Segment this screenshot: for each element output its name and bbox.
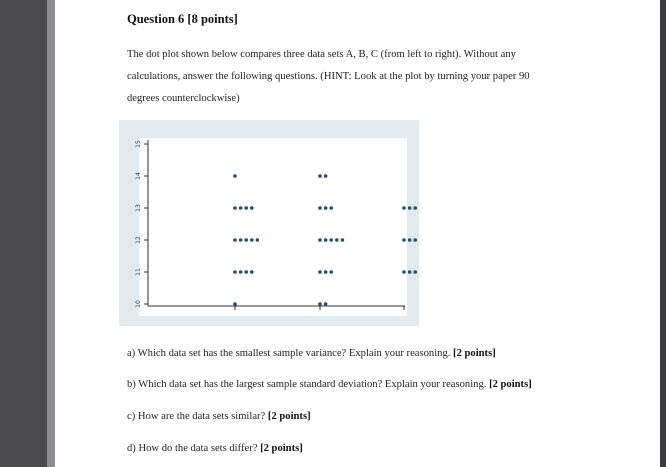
data-point xyxy=(413,270,417,274)
data-point xyxy=(239,270,243,274)
data-point xyxy=(324,270,328,274)
data-point xyxy=(233,302,237,306)
intro-line: The dot plot shown below compares three data sets A, B, C (from left to right). Without any xyxy=(127,49,516,60)
question-intro xyxy=(127,44,597,110)
dot-plot xyxy=(119,120,419,326)
data-point xyxy=(402,270,406,274)
data-point xyxy=(335,238,339,242)
subquestion-points: [2 points] xyxy=(260,443,303,454)
data-point xyxy=(329,238,333,242)
document-page xyxy=(55,0,660,467)
data-point xyxy=(233,174,237,178)
data-point xyxy=(324,206,328,210)
background-light-stripe xyxy=(47,0,55,467)
data-point xyxy=(413,206,417,210)
data-point xyxy=(250,206,254,210)
y-tick-label: 10 xyxy=(135,300,142,308)
subquestion-points: [2 points] xyxy=(267,411,311,422)
background-dark-stripe xyxy=(0,0,47,467)
data-point xyxy=(329,206,333,210)
data-point xyxy=(244,206,248,210)
data-point xyxy=(318,174,322,178)
data-point xyxy=(413,238,417,242)
background-right-edge xyxy=(660,0,666,467)
data-point xyxy=(408,238,412,242)
intro-line: degrees counterclockwise) xyxy=(127,93,240,104)
data-point xyxy=(233,270,237,274)
subquestion-text: a) Which data set has the smallest sample variance? Explain your reasoning. xyxy=(127,348,451,359)
y-tick-label: 13 xyxy=(135,204,142,212)
data-point xyxy=(239,206,243,210)
data-point xyxy=(408,270,412,274)
data-point xyxy=(318,206,322,210)
data-point xyxy=(402,238,406,242)
y-tick-label: 14 xyxy=(135,172,142,180)
data-point xyxy=(408,206,412,210)
data-point xyxy=(341,238,345,242)
plot-area xyxy=(139,138,407,316)
subquestion-text: d) How do the data sets differ? xyxy=(127,443,258,454)
subquestion-text: b) Which data set has the largest sample standard deviation? Explain your reasoning. xyxy=(127,379,487,390)
subquestion-b xyxy=(127,379,532,390)
subquestion-points: [2 points] xyxy=(489,379,532,390)
data-point xyxy=(250,238,254,242)
data-point xyxy=(318,238,322,242)
intro-line: calculations, answer the following questions. (HINT: Look at the plot by turning your paper 90 xyxy=(127,71,530,82)
data-point xyxy=(244,238,248,242)
dot-plot-svg xyxy=(119,120,419,326)
data-point xyxy=(233,238,237,242)
data-point xyxy=(324,174,328,178)
data-point xyxy=(256,238,260,242)
y-tick-label: 12 xyxy=(135,236,142,244)
y-tick-label: 11 xyxy=(135,268,142,276)
subquestion-points: [2 points] xyxy=(453,348,496,359)
data-point xyxy=(244,270,248,274)
subquestion-text: c) How are the data sets similar? xyxy=(127,411,266,422)
data-point xyxy=(324,238,328,242)
data-point xyxy=(318,302,322,306)
subquestion-c xyxy=(127,411,311,422)
y-tick-label: 15 xyxy=(135,140,142,148)
data-point xyxy=(233,206,237,210)
data-point xyxy=(318,270,322,274)
question-title: Question 6 [8 points] xyxy=(127,12,238,26)
data-point xyxy=(402,206,406,210)
subquestion-d xyxy=(127,443,303,454)
data-point xyxy=(239,238,243,242)
subquestion-a xyxy=(127,348,496,359)
data-point xyxy=(324,302,328,306)
data-point xyxy=(329,270,333,274)
data-point xyxy=(250,270,254,274)
